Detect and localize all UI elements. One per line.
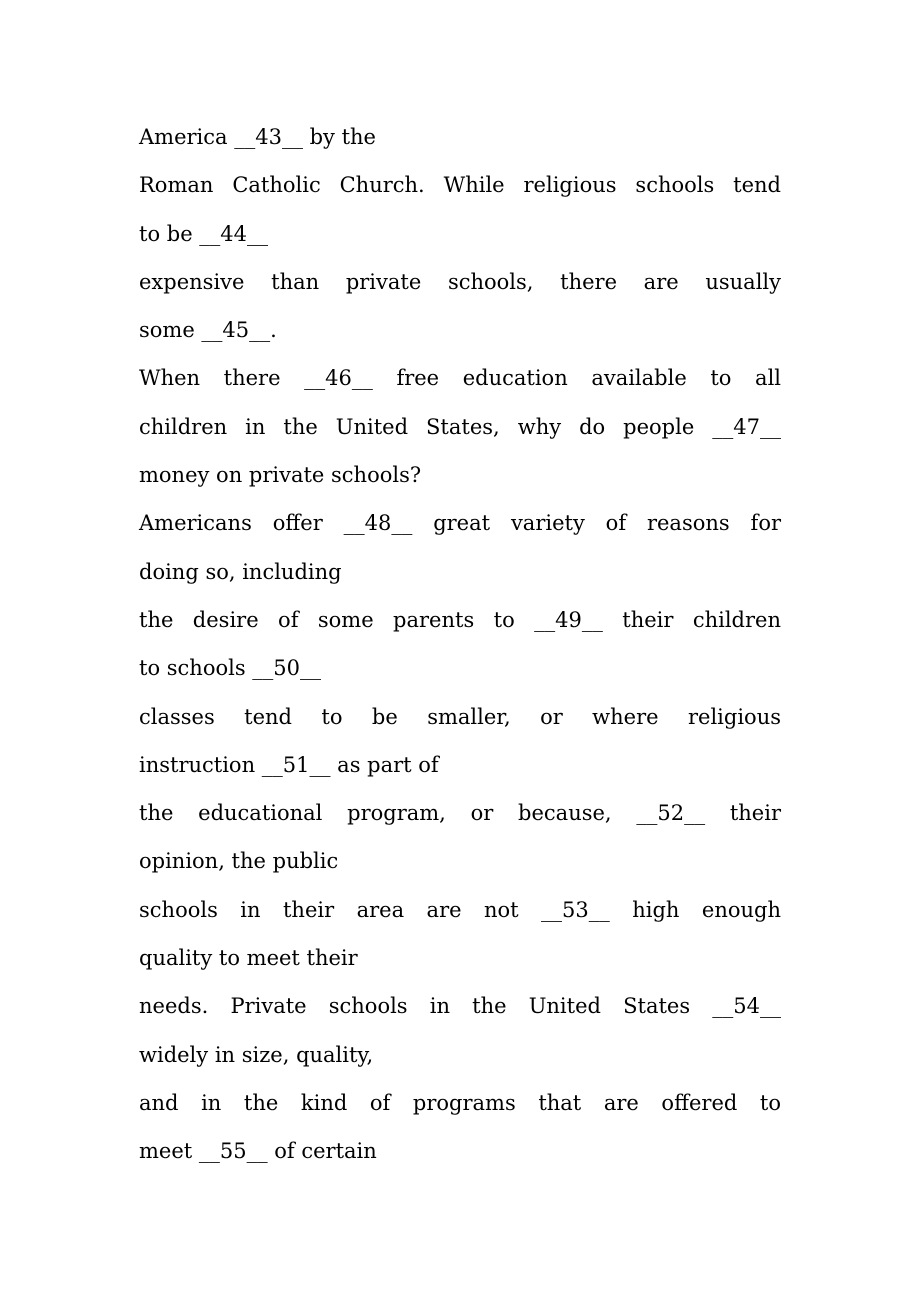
text-line: instruction __51__ as part of xyxy=(139,752,439,777)
text-line: money on private schools? xyxy=(139,463,422,488)
text-line: doing so, including xyxy=(139,559,342,584)
text-line: schools in their area are not __53__ high enough xyxy=(139,897,781,922)
text-line: and in the kind of programs that are offered to xyxy=(139,1090,781,1115)
text-line: the educational program, or because, __52__ their xyxy=(139,801,781,826)
text-line: the desire of some parents to __49__ their children xyxy=(139,607,781,632)
text-line: to schools __50__ xyxy=(139,656,321,681)
text-line: quality to meet their xyxy=(139,946,358,971)
text-line: widely in size, quality, xyxy=(139,1042,374,1067)
passage-text xyxy=(139,113,781,1176)
text-line: Roman Catholic Church. While religious schools tend xyxy=(139,173,781,198)
text-line: opinion, the public xyxy=(139,849,339,874)
text-line: classes tend to be smaller, or where religious xyxy=(139,704,781,729)
text-line: meet __55__ of certain xyxy=(139,1139,377,1164)
text-line: When there __46__ free education available to all xyxy=(139,366,781,391)
text-line: to be __44__ xyxy=(139,221,269,246)
text-line: some __45__. xyxy=(139,318,277,343)
text-line: children in the United States, why do people __47__ xyxy=(139,414,781,439)
text-line: needs. Private schools in the United States __54__ xyxy=(139,994,781,1019)
text-line: America __43__ by the xyxy=(139,125,376,149)
text-line: expensive than private schools, there are usually xyxy=(139,269,781,294)
text-line: Americans offer __48__ great variety of reasons for xyxy=(139,511,781,536)
